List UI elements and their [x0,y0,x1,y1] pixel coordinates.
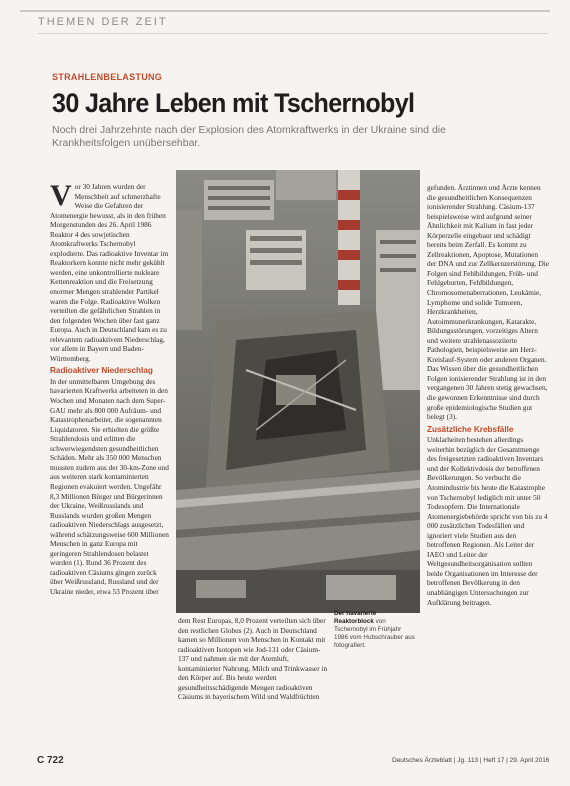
deck: Noch drei Jahrzehnte nach der Explosion des Atomkraftwerks in der Ukraine sind die Krankheitsfolgen unübersehbar. [52,124,446,149]
kicker: STRAHLENBELASTUNG [52,72,163,82]
column-1 [50,182,170,748]
caption-title: Der havarierte Reaktorblock [334,610,377,625]
column-3-paragraph-2: Unklarheiten bestehen allerdings weiterhin bezüglich der Gesamtmenge des freigesetzten radioaktiven Inventars und der Kollektivdosis der betroffenen Bevölkerungen. So verbucht die Atomindustrie bis heute die Katastrophe von Tschernobyl lediglich mit unter 50 Todesopfern. Die Internationale Atomenergiebehörde spricht von bis zu 4 000 zusätzlichen Todesfällen und ignoriert viele Studien aus den betroffenen Regionen. Als Leiter der IAEO und Leiter der Weltgesundheitsorganisation sollten beide Organisationen im Interesse der betroffenen Bevölkerung in den unabhängigen Untersuchungen zur Aufklärung beitragen. [427,435,548,607]
column-3 [427,183,549,751]
section-rule [38,33,548,34]
top-rule [20,10,550,12]
caption-text: von Tschernobyl im Frühjahr 1986 vom Hubschrauber aus fotografiert. [334,618,415,649]
subheading-additional-cancer: Zusätzliche Krebsfälle [427,424,514,434]
reactor-illustration [176,170,420,613]
drop-cap: V [50,182,72,212]
column-2 [178,616,330,752]
intro-paragraph [50,182,170,363]
column-1-paragraph-2: In der unmittelbaren Umgebung des havarierten Kraftwerks arbeiteten in den Wochen und Monaten nach dem Super-GAU mehr als 800 000 Aufräum- und Katastrophenarbeiter, die sogenannten Liquidatoren. Sie erhielten die größte Strahlendosis und erlitten die schwerwiegendsten gesundheitlichen Schäden. Mehr als 350 000 Menschen mussten zudem aus der 30-km-Zone und aus weiteren stark kontaminierten Regionen evakuiert werden. Ungefähr 8,3 Millionen Bürger und Bürgerinnen der Ukraine, Weißrusslands und Russlands wurden großen Mengen radioaktiven Niederschlags ausgesetzt, während schätzungsweise 600 Millionen Menschen in ganz Europa mit geringeren Strahlendosen belastet wurden (1). Rund 36 Prozent des radioaktiven Cäsiums gingen zurück über Weißrussland, Russland und der Ukraine nieder, etwa 53 Prozent über [50,376,169,596]
subheading-radioactive-fallout: Radioaktiver Niederschlag [50,366,153,376]
photo-caption [334,610,416,650]
headline: 30 Jahre Leben mit Tschernobyl [52,88,415,118]
intro-text: or 30 Jahren wurden der Menschheit auf schmerzhafte Weise die Gefahren der Atomenergie bewusst, als in den frühen Morgenstunden des 26. April 1986 Reaktor 4 des sowjetischen Atomkraftwerks Tschernobyl explodierte. Das radioaktive Inventar im Reaktorkern konnte nicht mehr gekühlt werden, eine unkontrollierte nukleare Kettenreaktion und die Freisetzung enormer Mengen strahlender Partikel waren die Folge. Radioaktive Wolken verteilten die gefährlichen Strahlen in den folgenden Wochen über fast ganz Europa. Auch in Deutschland kam es zu relevantem radioaktivem Niederschlag, vor allem in Bayern und Baden-Württemberg. [50,182,169,363]
page-number: C 722 [37,755,64,766]
reactor-photo [176,170,420,613]
column-2-paragraph: dem Rest Europas, 8,0 Prozent verteilten sich über den restlichen Globus (2). Auch in Deutschland kamen so Millionen von Menschen in Kontakt mit radioaktiven Isotopen wie Jod-131 oder Cäsium-137 und nahmen sie mit der Atemluft, kontaminierter Nahrung, Milch und Trinkwasser in den Körper auf. Bis heute werden gesundheitsschädigende Mengen radioaktiven Cäsiums in bayerischem Wild und Waldfrüchten [178,616,328,702]
section-header: THEMEN DER ZEIT [38,16,168,28]
publication-line: Deutsches Ärzteblatt | Jg. 113 | Heft 17 | 29. April 2016 [392,757,550,764]
column-3-paragraph-1: gefunden. Ärztinnen und Ärzte kennen die gesundheitlichen Konsequenzen ionisierender Strahlung. Cäsium-137 beispielsweise wird aufgrund seiner Ähnlichkeit mit Kalium in fast jeder Körperzelle eingebaut und schädigt bereits beim Zerfall. Es kommt zu Zellreaktionen, Apoptose, Mutationen der DNA und zur Zellkernzerstörung. Die Folgen sind Fehlbildungen, Früh- und Fehlgeburten, Fehlbildungen, Chromosomenaberrationen, Leukämie, Lymphome und solide Tumoren, Herzkrankheiten, Autoimmunerkrankungen, Katarakte, Bildungsstörungen, vorzeitiges Altern und weitere strahlenassoziierte Pathologien, beispielsweise am Herz-Kreislauf-System oder anderen Organen. Das Wissen über die gesundheitlichen Folgen ionisierender Strahlung ist in den vergangenen 30 Jahren stetig gewachsen, die gewonnen Erkenntnisse sind durch große epidemiologische Studien gut belegt (3). [427,183,549,422]
